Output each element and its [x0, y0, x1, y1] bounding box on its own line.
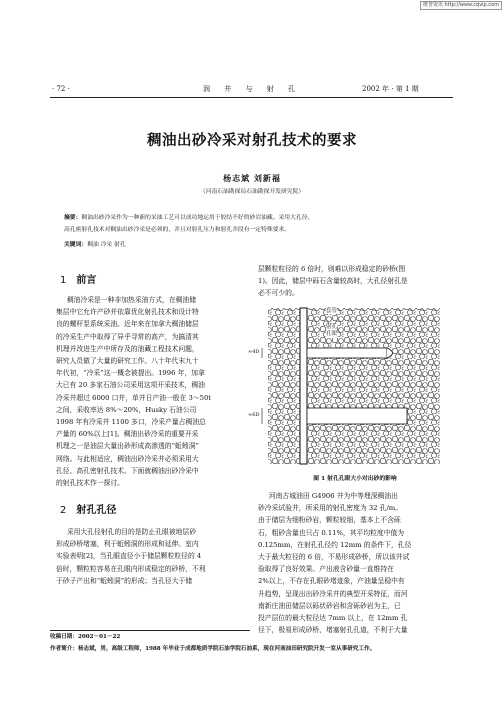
text-line: 验取得了良好效果。产出液含砂量一直维持在 — [258, 565, 394, 574]
aperture-paragraph — [56, 526, 248, 587]
text-line: 由于储层为细粉砂岩，颗粒较细，基本上不含砾 — [258, 516, 401, 525]
authors: 杨志斌 刘新福 — [223, 173, 281, 183]
text-line: 南新庄油田储层以砾状砂岩和含砾砂岩为主，已 — [258, 601, 401, 610]
text-line: 的冷采生产中取得了异乎寻常的高产，为搞清其 — [56, 332, 199, 341]
figure-1 — [248, 304, 448, 472]
label-perforation — [326, 324, 337, 338]
text-line: 投产层位的最大粒径达 7mm 以上，在 12mm 孔 — [258, 614, 408, 623]
section-1-number: 1 — [60, 275, 67, 286]
right-lines-1 — [258, 263, 450, 300]
text-line: 于砂子产出和“蚯蚓洞”的形成；当孔径大于储 — [56, 576, 193, 585]
text-line: 孔径、高孔密射孔技术。下面就稠油出砂冷采中 — [56, 466, 199, 475]
text-line: 大于最大粒径的 6 倍，不易形成砂桥，所以该井试 — [258, 553, 410, 562]
text-line: 网络。与此相适应，稠油出砂冷采井必须采用大 — [56, 454, 199, 463]
label-6d: ≈6D — [248, 412, 260, 418]
issue-info: 2002 年 · 第 1 期 — [362, 85, 419, 93]
text-line: 机理并改进生产中所存及的油藏工程技术问题， — [56, 344, 199, 353]
text-line: 的射孔技术作一探讨。 — [56, 479, 124, 488]
text-line: 1)。因此，储层中砾石含量较高时，大孔径射孔是 — [258, 277, 408, 286]
perforation-large — [307, 408, 407, 424]
text-line: 机理之一是油层大量出砂形成高渗透的“蚯蚓洞” — [56, 442, 199, 451]
section-2-heading — [60, 501, 116, 516]
right-lines-2 — [258, 490, 450, 636]
text-line: 采用大孔径射孔的目的是防止孔眼被地层砂 — [66, 528, 197, 536]
text-line: 之间，采收率达 8%～20%，Husky 石油公司 — [56, 405, 197, 414]
text-line: 0.125mm，在射孔孔径约 12mm 的条件下，孔径 — [258, 540, 412, 549]
header-rule — [50, 97, 453, 98]
intro-lines — [56, 294, 248, 489]
footnote-author — [50, 645, 453, 654]
abstract-text-1: 稠油出砂冷采作为一种新的采油工艺可以成功地运用于胶结不好的砂岩油藏。采用大孔径、 — [81, 215, 314, 221]
text-line: 必不可少的。 — [258, 289, 299, 298]
keywords-text: 稠油 冷采 射孔 — [87, 242, 126, 248]
text-line: 良的螺杆泵系统采油。近年来在加拿大稠油储层 — [56, 320, 199, 329]
right-paragraph-1 — [258, 263, 450, 300]
text-line: 径下，极易形成砂桥，堵塞射孔孔道，不利于大量 — [258, 626, 408, 635]
abstract-label: 摘要： — [64, 215, 82, 221]
author-bio: 作者简介：杨志斌，男，高级工程师，1988 年毕业于成都地质学院石油学院石油系，现在河南油田研究院开发一室从事研究工作。 — [50, 646, 376, 652]
text-line: 研究人员做了大量的研究工作。八十年代末九十 — [56, 357, 199, 366]
text-line: 层颗粒粒径的 6 倍时，则难以形成稳定的砂桥(图 — [258, 265, 406, 273]
text-line: 石，粗砂含量也只占 0.11%，其平均粒度中值为 — [258, 528, 405, 537]
text-line: 升趋势，呈现出出砂冷采井的典型开采特征，而河 — [258, 589, 408, 598]
affiliation: （河南石油勘探局石油勘探开发研究院） — [199, 189, 305, 195]
aperture-lines — [56, 526, 248, 587]
abstract-line-1 — [64, 214, 444, 224]
formation-grains-left — [268, 308, 300, 464]
page-number: · 72 · — [52, 85, 70, 93]
section-2-title: 射孔孔径 — [76, 505, 117, 516]
text-line: 集层中它允许产砂并依靠优化射孔技术和设计特 — [56, 308, 199, 317]
keywords — [64, 239, 444, 248]
section-1-title: 前言 — [76, 275, 97, 286]
text-line: 倍时，颗粒粒容易在孔眼内形成稳定的砂桥，不利 — [56, 564, 206, 573]
text-line: 冷采井超过 6000 口井，单井日产油一般在 3～50t — [56, 393, 212, 402]
label-casing: 套管 — [326, 308, 338, 314]
section-1-heading — [60, 271, 96, 286]
section-2-number: 2 — [60, 505, 67, 516]
label-perforation-2: 孔眼 — [326, 331, 338, 337]
text-line: 稠油冷采是一种非加热采油方式，在稠油储 — [66, 296, 197, 304]
paper-title: 稠油出砂冷采对射孔技术的要求 — [147, 132, 357, 149]
footnote-received — [50, 633, 453, 642]
keywords-label: 关键词： — [64, 242, 88, 248]
abstract-line-2: 高孔密射孔技术对稠油出砂冷采是必须的，并且对射孔压力和射孔井段有一定特殊要求。 — [64, 227, 291, 233]
perforation-small — [307, 348, 387, 358]
text-line: 河南古城油田 G4906 井为中等埋深稠油出 — [268, 492, 398, 500]
text-line: 形成砂桥堵塞，利于蚯蚓洞的形成和延伸。室内 — [56, 540, 199, 549]
text-line: 1998 年有冷采井 1100 多口，冷采产量占稠油总 — [56, 418, 206, 427]
footnote-rule — [50, 630, 250, 631]
right-paragraph-2 — [258, 490, 450, 636]
text-line: 年代初，“冷采”这一概念被提出。1996 年，加拿 — [56, 369, 205, 378]
casing-wall — [300, 308, 307, 464]
received-date: 收稿日期：2002－01－22 — [50, 634, 121, 640]
label-perforation-1: 射孔 — [326, 324, 338, 330]
formation-grains — [300, 308, 440, 464]
text-line: 产量的 60%以上[1]。稠油出砂冷采的重要开采 — [56, 430, 199, 439]
intro-paragraph — [56, 294, 248, 489]
label-4d: ≈4D — [248, 349, 260, 355]
figure-1-caption: 图 1 射孔孔眼大小对出砂的影响 — [313, 476, 397, 482]
text-line: 大已有 20 多家石油公司采用这项开采技术，稠油 — [56, 381, 205, 390]
watermark: 维普资讯 http://www.cqvip.com — [420, 1, 502, 10]
text-line: 砂冷采试验井，所采用的射孔密度为 32 孔/m。 — [258, 504, 403, 513]
figure-1-drawing — [248, 304, 448, 468]
text-line: 实验表明[2]，当孔眼直径小于储层颗粒粒径的 4 — [56, 552, 202, 561]
text-line: 2%以上，不存在孔眼砂堵迹象，产油量呈稳中有 — [258, 577, 405, 586]
journal-name: 润 井 与 射 孔 — [203, 85, 301, 93]
